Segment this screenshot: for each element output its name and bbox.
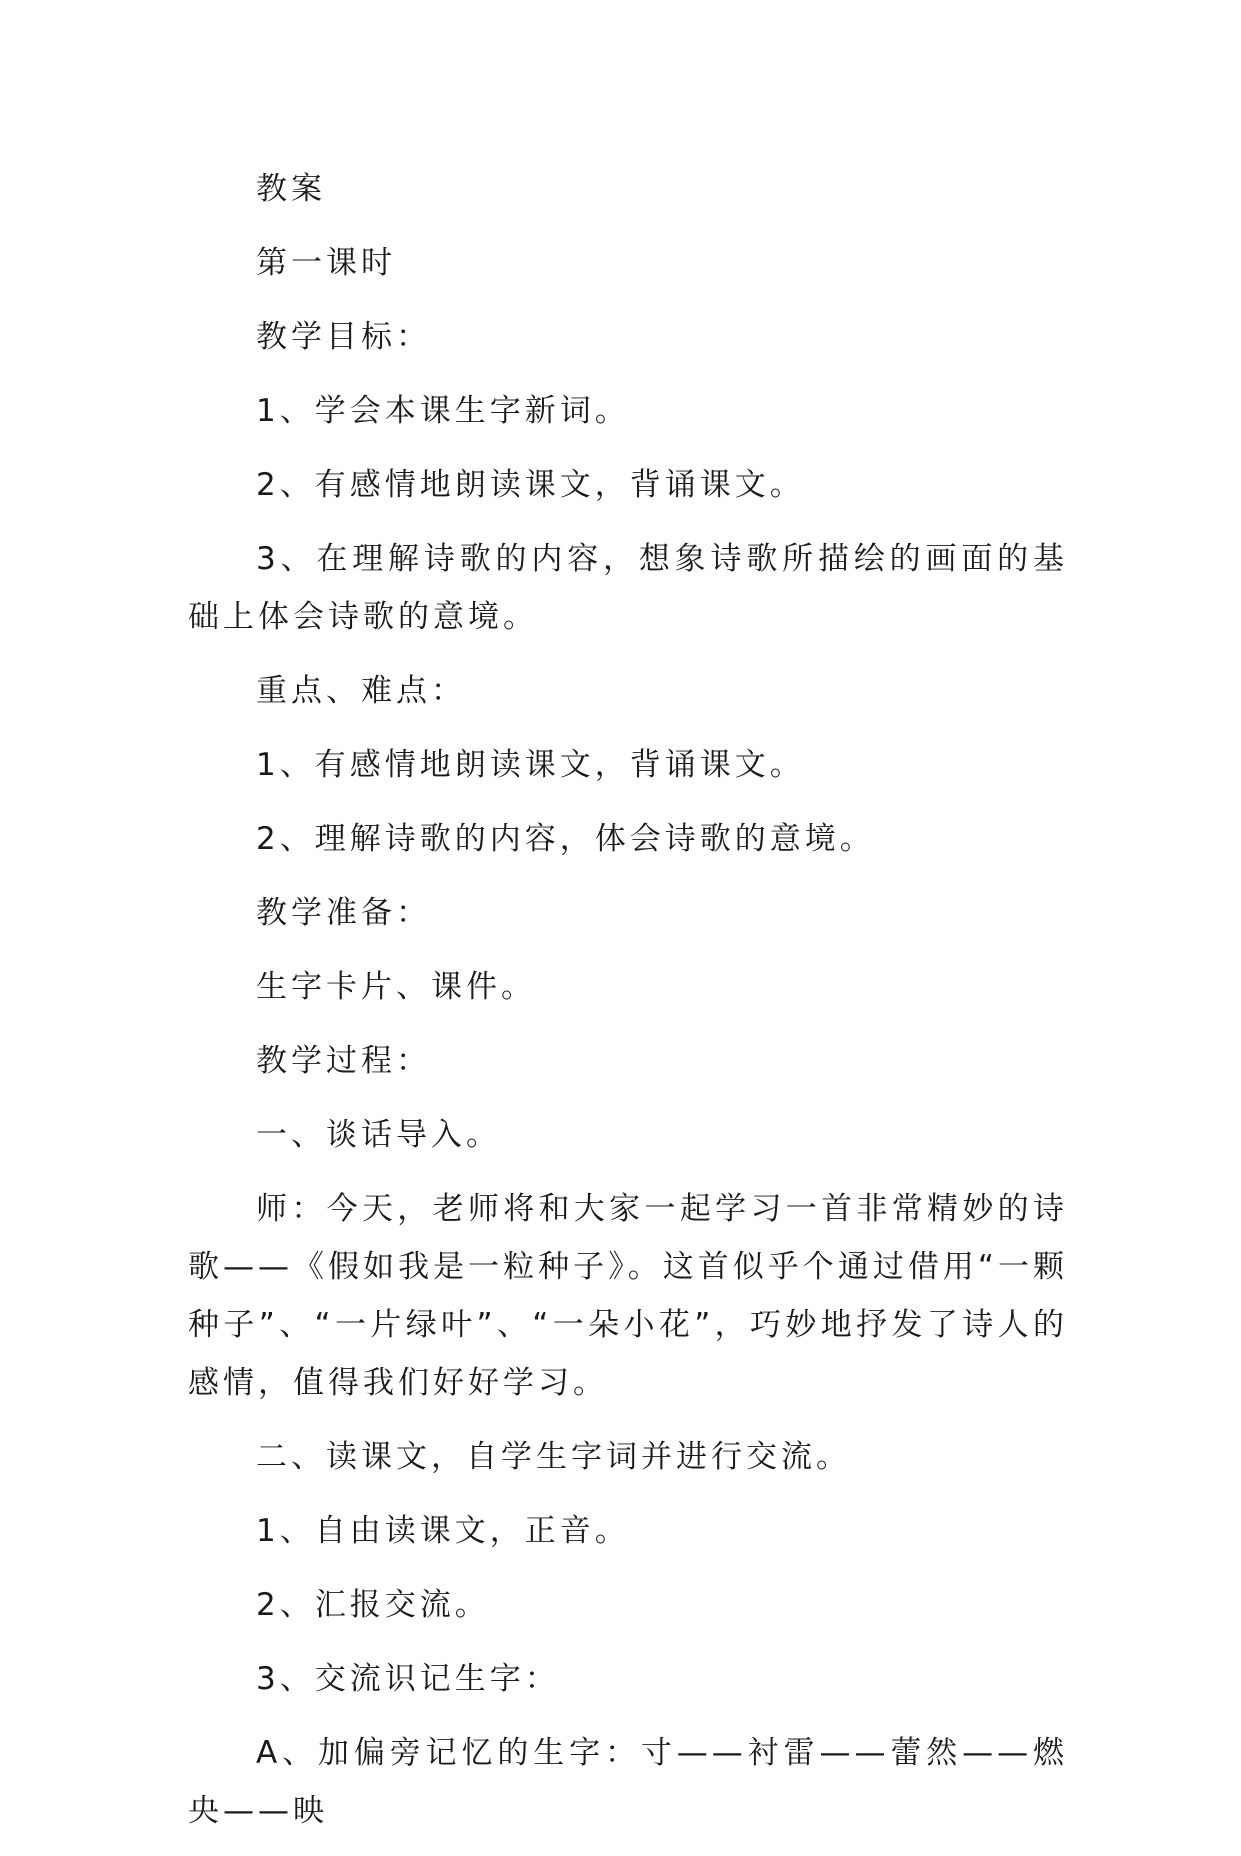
heading-first-period: 第一课时 bbox=[256, 245, 396, 281]
heading-teaching-process: 教学过程： bbox=[256, 1043, 431, 1079]
key-point-item: 1、有感情地朗读课文，背诵课文。 bbox=[256, 747, 805, 783]
heading-teaching-preparation: 教学准备： bbox=[256, 895, 431, 931]
character-memory-item: A、加偏旁记忆的生字：寸——衬雷——蕾然——燃央——映 bbox=[188, 1735, 1068, 1829]
process-step-heading: 一、谈话导入。 bbox=[256, 1117, 501, 1153]
heading-key-points: 重点、难点： bbox=[256, 673, 466, 709]
process-step-heading: 二、读课文，自学生字词并进行交流。 bbox=[256, 1439, 851, 1475]
process-substep: 1、自由读课文，正音。 bbox=[256, 1513, 630, 1549]
key-point-item: 2、理解诗歌的内容，体会诗歌的意境。 bbox=[256, 821, 875, 857]
process-substep: 3、交流识记生字： bbox=[256, 1661, 560, 1697]
heading-teaching-goals: 教学目标： bbox=[256, 319, 431, 355]
document-page bbox=[188, 160, 1068, 1856]
goal-item: 2、有感情地朗读课文，背诵课文。 bbox=[256, 467, 805, 503]
goal-item: 3、在理解诗歌的内容，想象诗歌所描绘的画面的基础上体会诗歌的意境。 bbox=[188, 541, 1068, 635]
goal-item: 1、学会本课生字新词。 bbox=[256, 393, 630, 429]
teacher-introduction-text: 师：今天，老师将和大家一起学习一首非常精妙的诗歌——《假如我是一粒种子》。这首似乎个通过借用“一颗种子”、“一片绿叶”、“一朵小花”，巧妙地抒发了诗人的感情，值得我们好好学习。 bbox=[188, 1191, 1068, 1401]
process-substep: 2、汇报交流。 bbox=[256, 1587, 490, 1623]
heading-lesson-plan: 教案 bbox=[256, 171, 326, 207]
preparation-text: 生字卡片、课件。 bbox=[256, 969, 536, 1005]
